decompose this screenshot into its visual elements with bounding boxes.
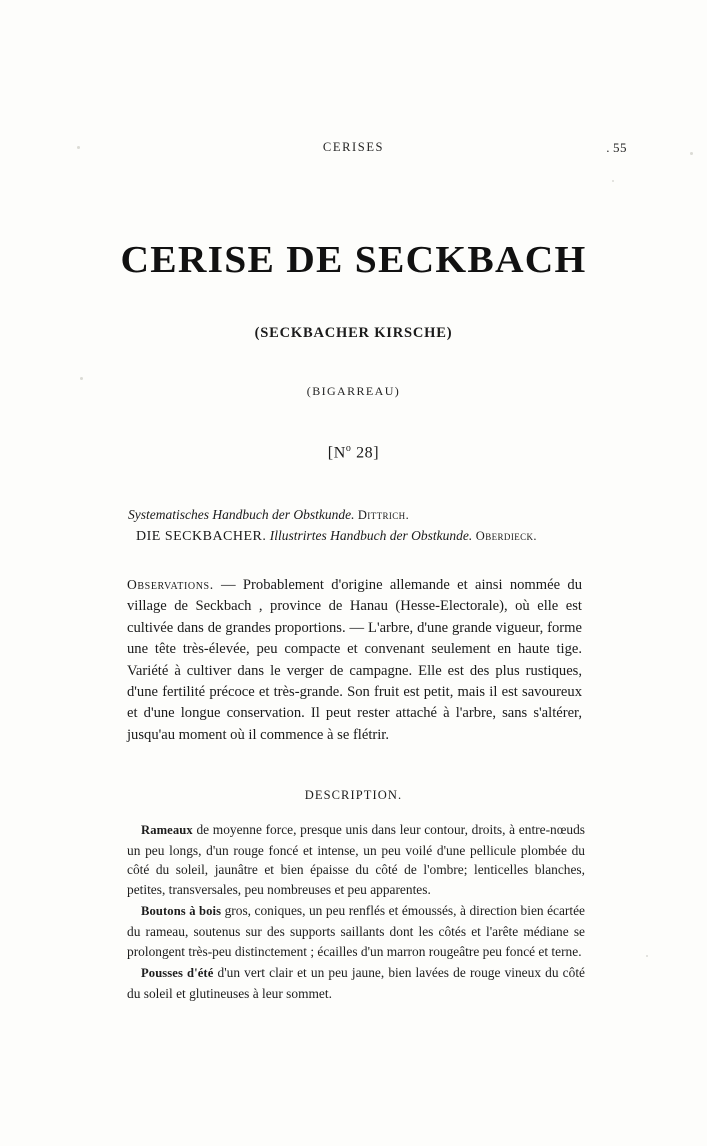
- observations-paragraph: [127, 574, 582, 746]
- subtitle-german-name: (SECKBACHER KIRSCHE): [254, 325, 453, 341]
- reference-line-2: [128, 526, 588, 546]
- running-head-title: CERISES: [322, 140, 385, 154]
- scan-speck: [612, 180, 614, 182]
- reference-1-author: Dittrich.: [357, 508, 410, 522]
- reference-2-author: Oberdieck.: [472, 529, 537, 543]
- entry-number: [0, 443, 707, 462]
- page-title: CERISE DE SECKBACH: [120, 239, 587, 281]
- entry-number-close: 28]: [351, 444, 380, 462]
- reference-2-title: Illustrirtes Handbuch der Obstkunde.: [266, 528, 473, 543]
- description-paragraph: [127, 820, 585, 899]
- scan-speck: [646, 955, 648, 957]
- reference-1-title: Systematisches Handbuch der Obstkunde: [128, 507, 352, 522]
- running-head: [0, 140, 707, 160]
- description-text: gros, coniques, un peu renflés et émoussés, à direction bien écartée du rameau, soutenus sur des supports saillants dont les côtés et l'arête médiane se prolongent très-peu distinctement ; écailles d'un marron rougeâtre peu foncé et terne.: [127, 903, 585, 959]
- description-body: [127, 820, 585, 1005]
- entry-number-open: [N: [327, 444, 346, 462]
- scan-speck: [80, 377, 83, 380]
- description-text: de moyenne force, presque unis dans leur contour, droits, à entre-nœuds un peu longs, d'un rouge foncé et intense, un peu voilé d'une pellicule plombée du côté du soleil, jaunâtre et bien épaisse du côté de l'ombre; lenticelles blanches, petites, transversales, peu nombreuses et peu apparentes.: [127, 822, 585, 897]
- references-block: [128, 505, 588, 546]
- reference-2-name: DIE SECKBACHER.: [136, 529, 267, 544]
- description-text: d'un vert clair et un peu jaune, bien lavées de rouge vineux du côté du soleil et glutineuses à leur sommet.: [127, 965, 585, 1001]
- description-paragraph: [127, 963, 585, 1003]
- page-number: [606, 140, 627, 156]
- description-term: Pousses d'été: [141, 966, 214, 981]
- description-term: Boutons à bois: [141, 904, 222, 919]
- page-number-value: 55: [613, 140, 627, 155]
- description-term: Rameaux: [141, 823, 193, 837]
- description-paragraph: [127, 901, 585, 961]
- observations-label: Observations.: [127, 577, 214, 592]
- description-heading: DESCRIPTION.: [304, 788, 403, 802]
- subtitle-fruit-class: (BIGARREAU): [306, 384, 401, 398]
- entry-number-ordinal: o: [345, 443, 352, 454]
- reference-line-1: [128, 505, 588, 525]
- observations-text: — Probablement d'origine allemande et ainsi nommée du village de Seckbach , province de Hanau (Hesse-Electorale), où elle est cultivée dans de grandes proportions. — L'arbre, d'une grande vigueur, forme une tête très-élevée, peu compacte et convenant seulement en haute tige. Variété à cultiver dans le verger de campagne. Elle est des plus rustiques, d'une fertilité précoce et très-grande. Son fruit est petit, mais il est savoureux et d'une longue conservation. Il peut rester attaché à l'arbre, sans s'altérer, jusqu'au moment où il commence à se flétrir.: [127, 577, 582, 743]
- reference-1-separator: .: [351, 507, 358, 522]
- page-number-prefix: .: [606, 140, 610, 155]
